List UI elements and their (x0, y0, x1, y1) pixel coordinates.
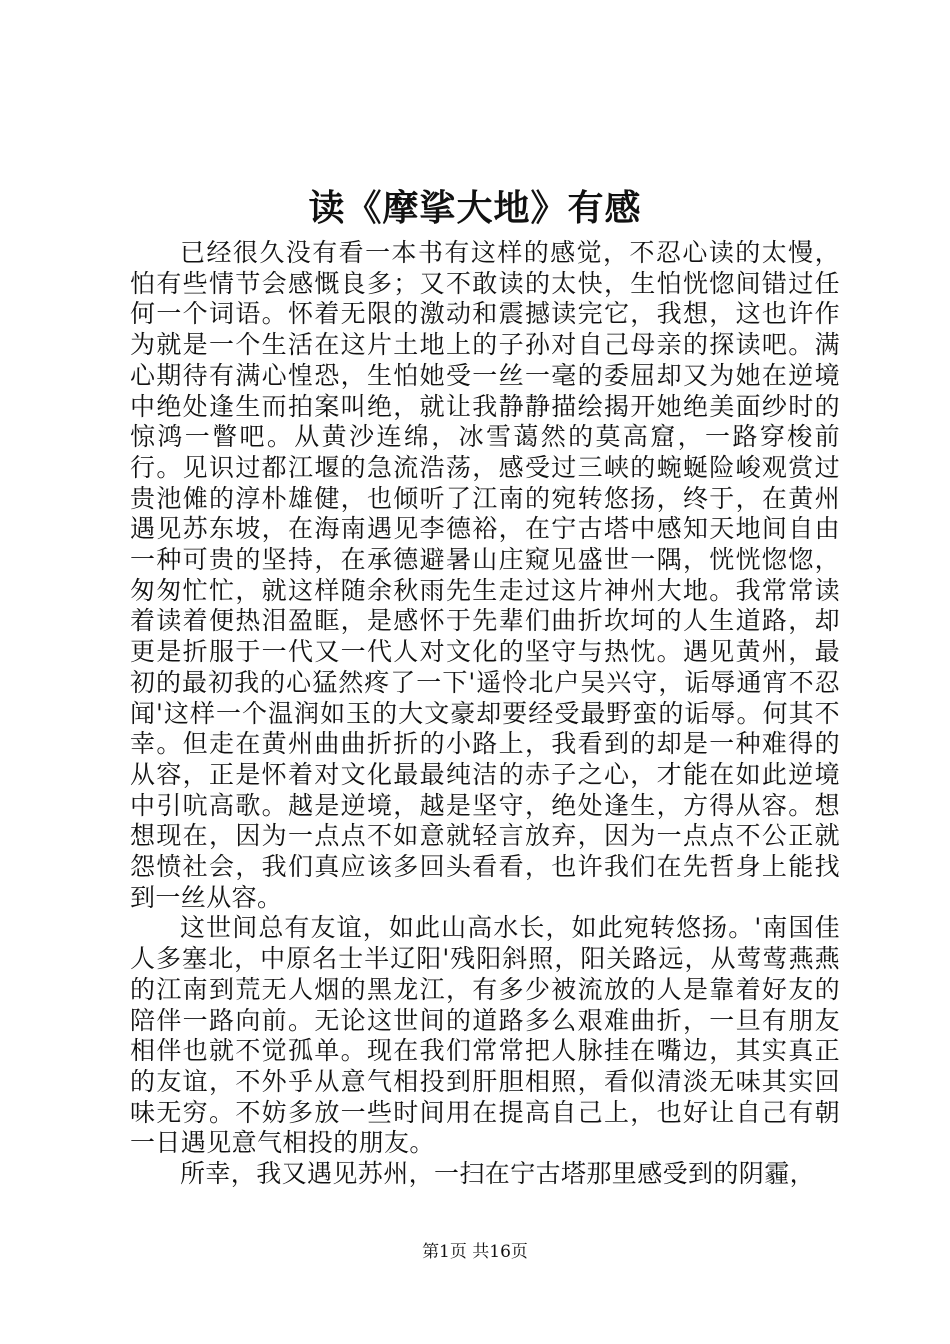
paragraph: 所幸，我又遇见苏州，一扫在宁古塔那里感受到的阴霾， (180, 1159, 816, 1189)
paragraph: 这世间总有友谊，如此山高水长，如此宛转悠扬。'南国佳人多塞北，中原名士半辽阳'残阳斜照，阳关路远，从莺莺燕燕的江南到荒无人烟的黑龙江，有多少被流放的人是靠着好友的陪伴一路向前。无论这世间的道路多么艰难曲折，一旦有朋友相伴也就不觉孤单。现在我们常常把人脉挂在嘴边，其实真正的友谊，不外乎从意气相投到肝胆相照，看似清淡无味其实回味无穷。不妨多放一些时间用在提高自己上，也好让自己有朝一日遇见意气相投的朋友。 (130, 913, 840, 1158)
document-title: 读《摩挲大地》有感 (308, 187, 642, 229)
page-number-footer: 第1页 共16页 (422, 1242, 528, 1262)
paragraph: 已经很久没有看一本书有这样的感觉，不忍心读的太慢，怕有些情节会感慨良多；又不敢读的太快，生怕恍惚间错过任何一个词语。怀着无限的激动和震撼读完它，我想，这也许作为就是一个生活在这片土地上的子孙对自己母亲的探读吧。满心期待有满心惶恐，生怕她受一丝一毫的委屈却又为她在逆境中绝处逢生而拍案叫绝，就让我静静描绘揭开她绝美面纱时的惊鸿一瞥吧。从黄沙连绵，冰雪蔼然的莫高窟，一路穿梭前行。见识过都江堰的急流浩荡，感受过三峡的蜿蜒险峻观赏过贵池傩的淳朴雄健，也倾听了江南的宛转悠扬，终于，在黄州遇见苏东坡，在海南遇见李德裕，在宁古塔中感知天地间自由一种可贵的坚持，在承德避暑山庄窥见盛世一隅，恍恍惚惚，匆匆忙忙，就这样随余秋雨先生走过这片神州大地。我常常读着读着便热泪盈眶，是感怀于先辈们曲折坎坷的人生道路，却更是折服于一代又一代人对文化的坚守与热忱。遇见黄州，最初的最初我的心猛然疼了一下'遥怜北户吴兴守，诟辱通宵不忍闻'这样一个温润如玉的大文豪却要经受最野蛮的诟辱。何其不幸。但走在黄州曲曲折折的小路上，我看到的却是一种难得的从容，正是怀着对文化最最纯洁的赤子之心，才能在如此逆境中引吭高歌。越是逆境，越是坚守，绝处逢生，方得从容。想想现在，因为一点点不如意就轻言放弃，因为一点点不公正就怨愤社会，我们真应该多回头看看，也许我们在先哲身上能找到一丝从容。 (130, 238, 840, 912)
document-body (130, 238, 840, 1190)
